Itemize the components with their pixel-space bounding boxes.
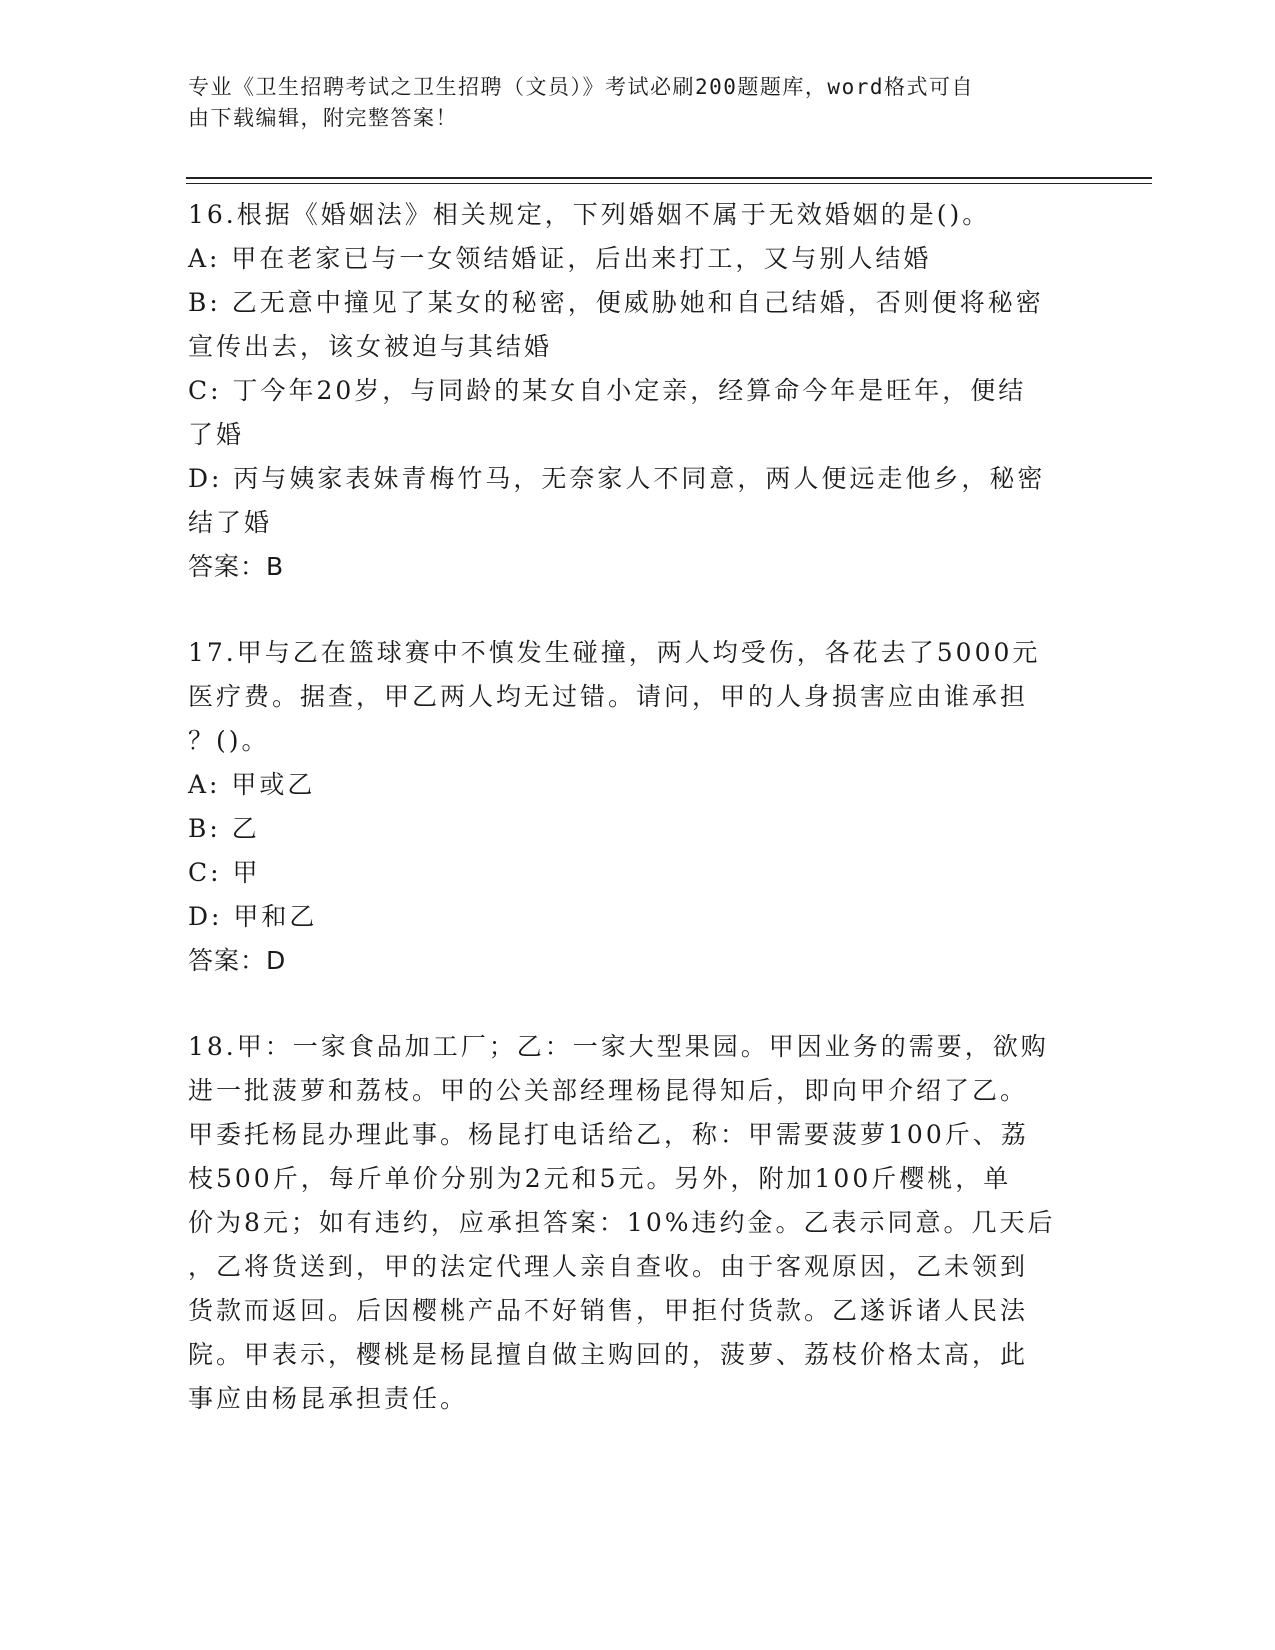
question-16-option-a: A: 甲在老家已与一女领结婚证，后出来打工，又与别人结婚 xyxy=(188,244,932,273)
question-18-line-6: ，乙将货送到，甲的法定代理人亲自查收。由于客观原因，乙未领到 xyxy=(188,1252,1029,1281)
question-18-line-4: 枝500斤，每斤单价分别为2元和5元。另外，附加100斤樱桃，单 xyxy=(188,1164,1012,1193)
question-18-line-7: 货款而返回。后因樱桃产品不好销售，甲拒付货款。乙遂诉诸人民法 xyxy=(188,1296,1029,1325)
question-16-option-c: C: 丁今年20岁，与同龄的某女自小定亲，经算命今年是旺年，便结 xyxy=(188,376,1027,405)
question-18-line-8: 院。甲表示，樱桃是杨昆擅自做主购回的，菠萝、荔枝价格太高，此 xyxy=(188,1340,1029,1369)
question-18-line-3: 甲委托杨昆办理此事。杨昆打电话给乙，称：甲需要菠萝100斤、荔 xyxy=(188,1120,1029,1149)
question-17-option-c: C: 甲 xyxy=(188,858,261,887)
question-18-line-9: 事应由杨昆承担责任。 xyxy=(188,1384,469,1413)
header-rule-thin xyxy=(186,183,1152,184)
question-18-line-1: 18.甲：一家食品加工厂；乙：一家大型果园。甲因业务的需要，欲购 xyxy=(188,1032,1049,1061)
document-header xyxy=(188,72,1068,134)
question-17-stem-cont-2: ？()。 xyxy=(188,726,270,755)
header-rule xyxy=(186,177,1152,179)
question-16-option-c-cont: 了婚 xyxy=(188,420,245,449)
question-16-option-b: B: 乙无意中撞见了某女的秘密，便威胁她和自己结婚，否则便将秘密 xyxy=(188,288,1044,317)
question-18-line-5: 价为8元；如有违约，应承担答案：10%违约金。乙表示同意。几天后 xyxy=(188,1208,1056,1237)
question-16-answer: 答案：B xyxy=(188,552,285,581)
question-17-option-a: A: 甲或乙 xyxy=(188,770,316,799)
question-16-stem: 16.根据《婚姻法》相关规定，下列婚姻不属于无效婚姻的是()。 xyxy=(188,200,991,229)
question-17-option-b: B: 乙 xyxy=(188,814,260,843)
question-16-option-b-cont: 宣传出去，该女被迫与其结婚 xyxy=(188,332,553,361)
question-16-option-d-cont: 结了婚 xyxy=(188,508,273,537)
question-17-stem-cont: 医疗费。据查，甲乙两人均无过错。请问，甲的人身损害应由谁承担 xyxy=(188,682,1029,711)
header-line-1: 专业《卫生招聘考试之卫生招聘（文员）》考试必刷200题题库，word格式可自 xyxy=(188,75,974,99)
question-17-answer: 答案：D xyxy=(188,946,287,975)
question-16-option-d: D: 丙与姨家表妹青梅竹马，无奈家人不同意，两人便远走他乡，秘密 xyxy=(188,464,1046,493)
question-18-line-2: 进一批菠萝和荔枝。甲的公关部经理杨昆得知后，即向甲介绍了乙。 xyxy=(188,1076,1029,1105)
question-17-option-d: D: 甲和乙 xyxy=(188,902,318,931)
question-17-stem: 17.甲与乙在篮球赛中不慎发生碰撞，两人均受伤，各花去了5000元 xyxy=(188,638,1041,667)
header-line-2: 由下载编辑，附完整答案！ xyxy=(188,106,458,130)
